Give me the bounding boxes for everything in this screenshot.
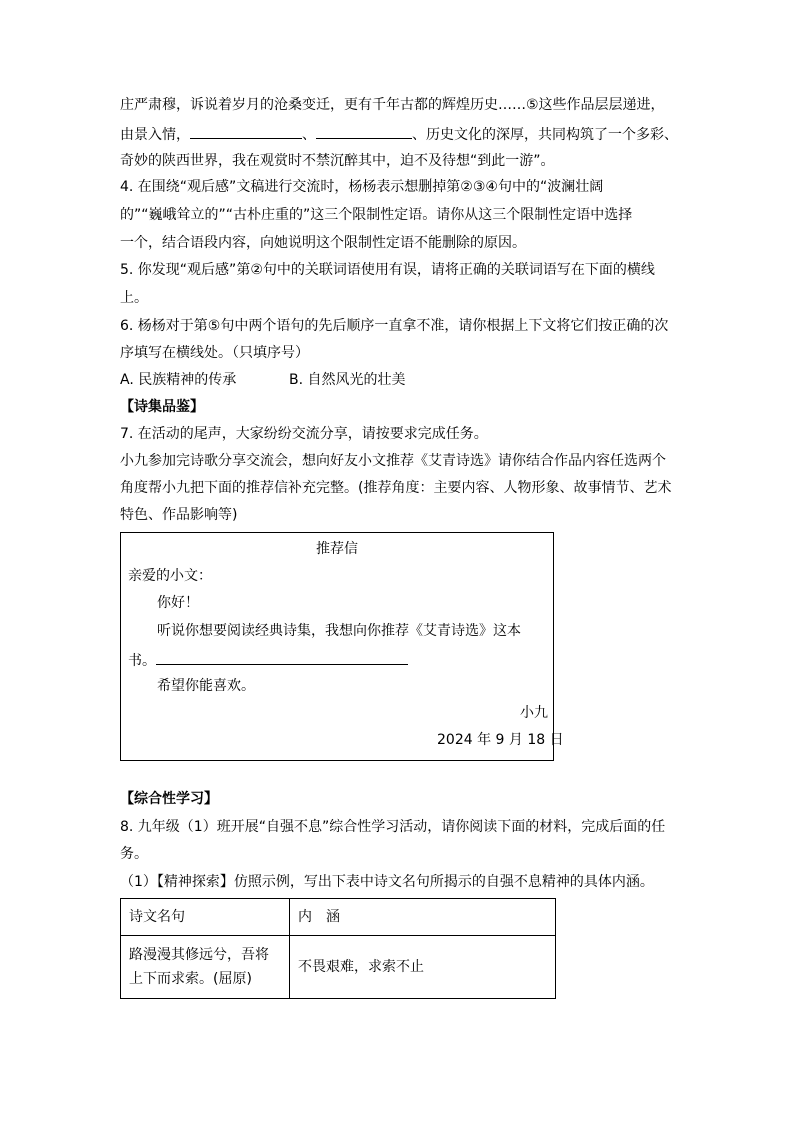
question-4-line-1: 4. 在围绕“观后感”文稿进行交流时，杨杨表示想删掉第②③④句中的“波澜壮阔: [120, 179, 604, 195]
letter-title: 推荐信: [316, 541, 358, 557]
table-header-row: [121, 899, 556, 936]
section-heading-comprehensive: 【综合性学习】: [120, 791, 218, 807]
paragraph-line-2: [120, 124, 678, 144]
paragraph-line-3: 奇妙的陕西世界，我在观赏时不禁沉醉其中，迫不及待想“到此一游”。: [120, 153, 555, 169]
letter-date: 2024 年 9 月 18 日: [437, 732, 564, 748]
paragraph-line-2-sep: 、: [302, 127, 316, 143]
table-header-quote: 诗文名句: [121, 899, 290, 936]
letter-closing: 希望你能喜欢。: [157, 678, 255, 694]
question-6-line-1: 6. 杨杨对于第⑤句中两个语句的先后顺序一直拿不准，请你根据上下文将它们按正确的次: [120, 318, 669, 334]
question-7-line-4: 特色、作品影响等): [120, 507, 238, 523]
question-7-line-2: 小九参加完诗歌分享交流会，想向好友小文推荐《艾青诗选》请你结合作品内容任选两个: [120, 453, 666, 469]
letter-signature: 小九: [520, 705, 548, 721]
letter-salutation: 亲爱的小文：: [128, 568, 212, 584]
answer-blank-1[interactable]: [190, 124, 302, 139]
spirit-table: [120, 898, 556, 999]
question-8-line-1: 8. 九年级（1）班开展“自强不息”综合性学习活动，请你阅读下面的材料，完成后面的任: [120, 819, 666, 835]
table-cell-meaning: 不畏艰难，求索不止: [290, 936, 556, 999]
question-4-line-2: 的”“巍峨耸立的”“古朴庄重的”这三个限制性定语。请你从这三个限制性定语中选择: [120, 207, 633, 223]
question-4-line-3: 一个，结合语段内容，向她说明这个限制性定语不能删除的原因。: [120, 235, 526, 251]
table-cell-quote: [121, 936, 290, 999]
question-5-line-2: 上。: [120, 290, 148, 306]
letter-answer-blank[interactable]: [156, 650, 408, 665]
paragraph-line-1: 庄严肃穆，诉说着岁月的沧桑变迁，更有千年古都的辉煌历史……⑤这些作品层层递进，: [120, 97, 665, 113]
question-8-line-2: 务。: [120, 846, 148, 862]
letter-body-line-1: 听说你想要阅读经典诗集，我想向你推荐《艾青诗选》这本: [157, 623, 521, 639]
option-b: B. 自然风光的壮美: [289, 372, 406, 388]
table-header-meaning: 内 涵: [290, 899, 556, 936]
section-heading-poetry: 【诗集品鉴】: [120, 399, 204, 415]
question-7-line-3: 角度帮小九把下面的推荐信补充完整。(推荐角度：主要内容、人物形象、故事情节、艺术: [120, 480, 672, 496]
question-5-line-1: 5. 你发现“观后感”第②句中的关联词语使用有误，请将正确的关联词语写在下面的横线: [120, 262, 655, 278]
table-row: [121, 936, 556, 999]
question-8-sub-1: （1）【精神探索】仿照示例，写出下表中诗文名句所揭示的自强不息精神的具体内涵。: [120, 874, 654, 890]
letter-body-line-2: [128, 650, 408, 670]
table-cell-quote-line-1: 路漫漫其修远兮，吾将: [129, 947, 269, 963]
question-6-line-2: 序填写在横线处。（只填序号）: [120, 345, 309, 361]
answer-blank-2[interactable]: [316, 124, 412, 139]
question-7-line-1: 7. 在活动的尾声，大家纷纷交流分享，请按要求完成任务。: [120, 426, 488, 442]
table-cell-quote-line-2: 上下而求索。(屈原): [129, 971, 252, 987]
paragraph-line-2-start: 由景入情，: [120, 127, 190, 143]
letter-body-line-2-text: 书。: [128, 653, 156, 669]
letter-greeting: 你好！: [157, 595, 199, 611]
option-a: A. 民族精神的传承: [120, 372, 237, 388]
paragraph-line-2-end: 、历史文化的深厚，共同构筑了一个多彩、: [412, 127, 678, 143]
